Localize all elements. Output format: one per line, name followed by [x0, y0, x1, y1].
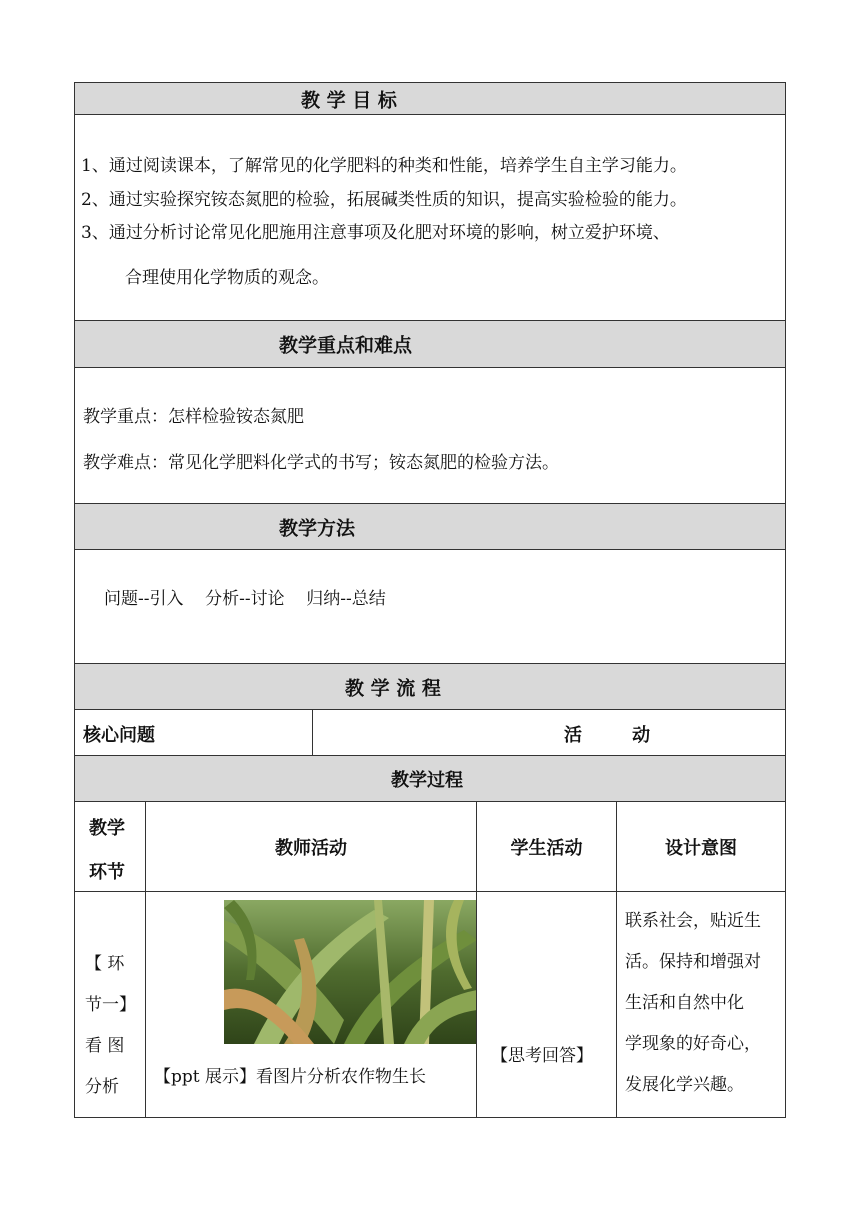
col-student-header	[476, 802, 616, 891]
goals-header	[74, 82, 786, 115]
teacher-caption: 【ppt 展示】看图片分析农作物生长	[154, 1067, 426, 1087]
col-stage-line1: 教学	[89, 818, 125, 839]
col-student-label: 学生活动	[510, 837, 583, 859]
flow-labels-row	[74, 710, 786, 756]
intent-cell	[616, 892, 785, 1117]
goal-item-1: 1、通过阅读课本，了解常见的化学肥料的种类和性能，培养学生自主学习能力。	[81, 156, 687, 176]
key-points-header	[74, 321, 786, 368]
col-intent-header	[616, 802, 785, 891]
stage-line-4: 分析	[85, 1077, 119, 1097]
goals-title: 教 学 目 标	[301, 89, 397, 111]
col-stage-header	[75, 802, 145, 891]
process-row-1	[74, 892, 786, 1118]
goals-body	[74, 115, 786, 321]
stage-line-2: 节一】	[85, 995, 136, 1015]
process-columns-row	[74, 802, 786, 892]
key-points-body	[74, 368, 786, 504]
methods-header	[74, 504, 786, 550]
activity-cell	[312, 710, 785, 755]
col-intent-label: 设计意图	[665, 837, 737, 859]
student-activity: 【思考回答】	[491, 1046, 593, 1066]
methods-title: 教学方法	[279, 517, 356, 539]
methods-text: 问题--引入 分析--讨论 归纳--总结	[104, 589, 386, 609]
teacher-cell	[145, 892, 476, 1117]
intent-line-5: 发展化学兴趣。	[625, 1075, 744, 1095]
intent-line-3: 生活和自然中化	[625, 993, 744, 1013]
methods-body	[74, 550, 786, 664]
col-teacher-header	[145, 802, 476, 891]
intent-line-1: 联系社会，贴近生	[625, 911, 761, 931]
goal-item-3: 3、通过分析讨论常见化肥施用注意事项及化肥对环境的影响，树立爱护环境、	[81, 223, 670, 243]
col-stage-line2: 环节	[89, 862, 125, 883]
key-points-title: 教学重点和难点	[279, 334, 413, 357]
intent-line-2: 活。保持和增强对	[625, 952, 761, 972]
core-question-label: 核心问题	[83, 725, 155, 746]
intent-line-4: 学现象的好奇心，	[625, 1034, 761, 1054]
goal-item-2: 2、通过实验探究铵态氮肥的检验，拓展碱类性质的知识，提高实验检验的能力。	[81, 190, 687, 210]
col-teacher-label: 教师活动	[275, 837, 347, 859]
process-header	[74, 756, 786, 802]
core-question-cell	[75, 710, 312, 755]
student-cell	[476, 892, 616, 1117]
flow-header	[74, 664, 786, 710]
crop-photo	[224, 900, 477, 1044]
stage-cell	[75, 892, 145, 1117]
lesson-plan-table	[74, 82, 786, 1118]
stage-line-1: 【 环	[85, 954, 125, 974]
process-title: 教学过程	[391, 769, 463, 791]
key-difficulty: 教学难点：常见化学肥料化学式的书写；铵态氮肥的检验方法。	[83, 453, 559, 473]
stage-line-3: 看 图	[85, 1036, 125, 1056]
corn-leaves-image	[224, 900, 477, 1044]
flow-title: 教 学 流 程	[345, 677, 441, 699]
goal-item-3-cont: 合理使用化学物质的观念。	[125, 268, 329, 288]
key-focus: 教学重点：怎样检验铵态氮肥	[83, 407, 304, 427]
activity-label: 活 动	[564, 725, 651, 746]
